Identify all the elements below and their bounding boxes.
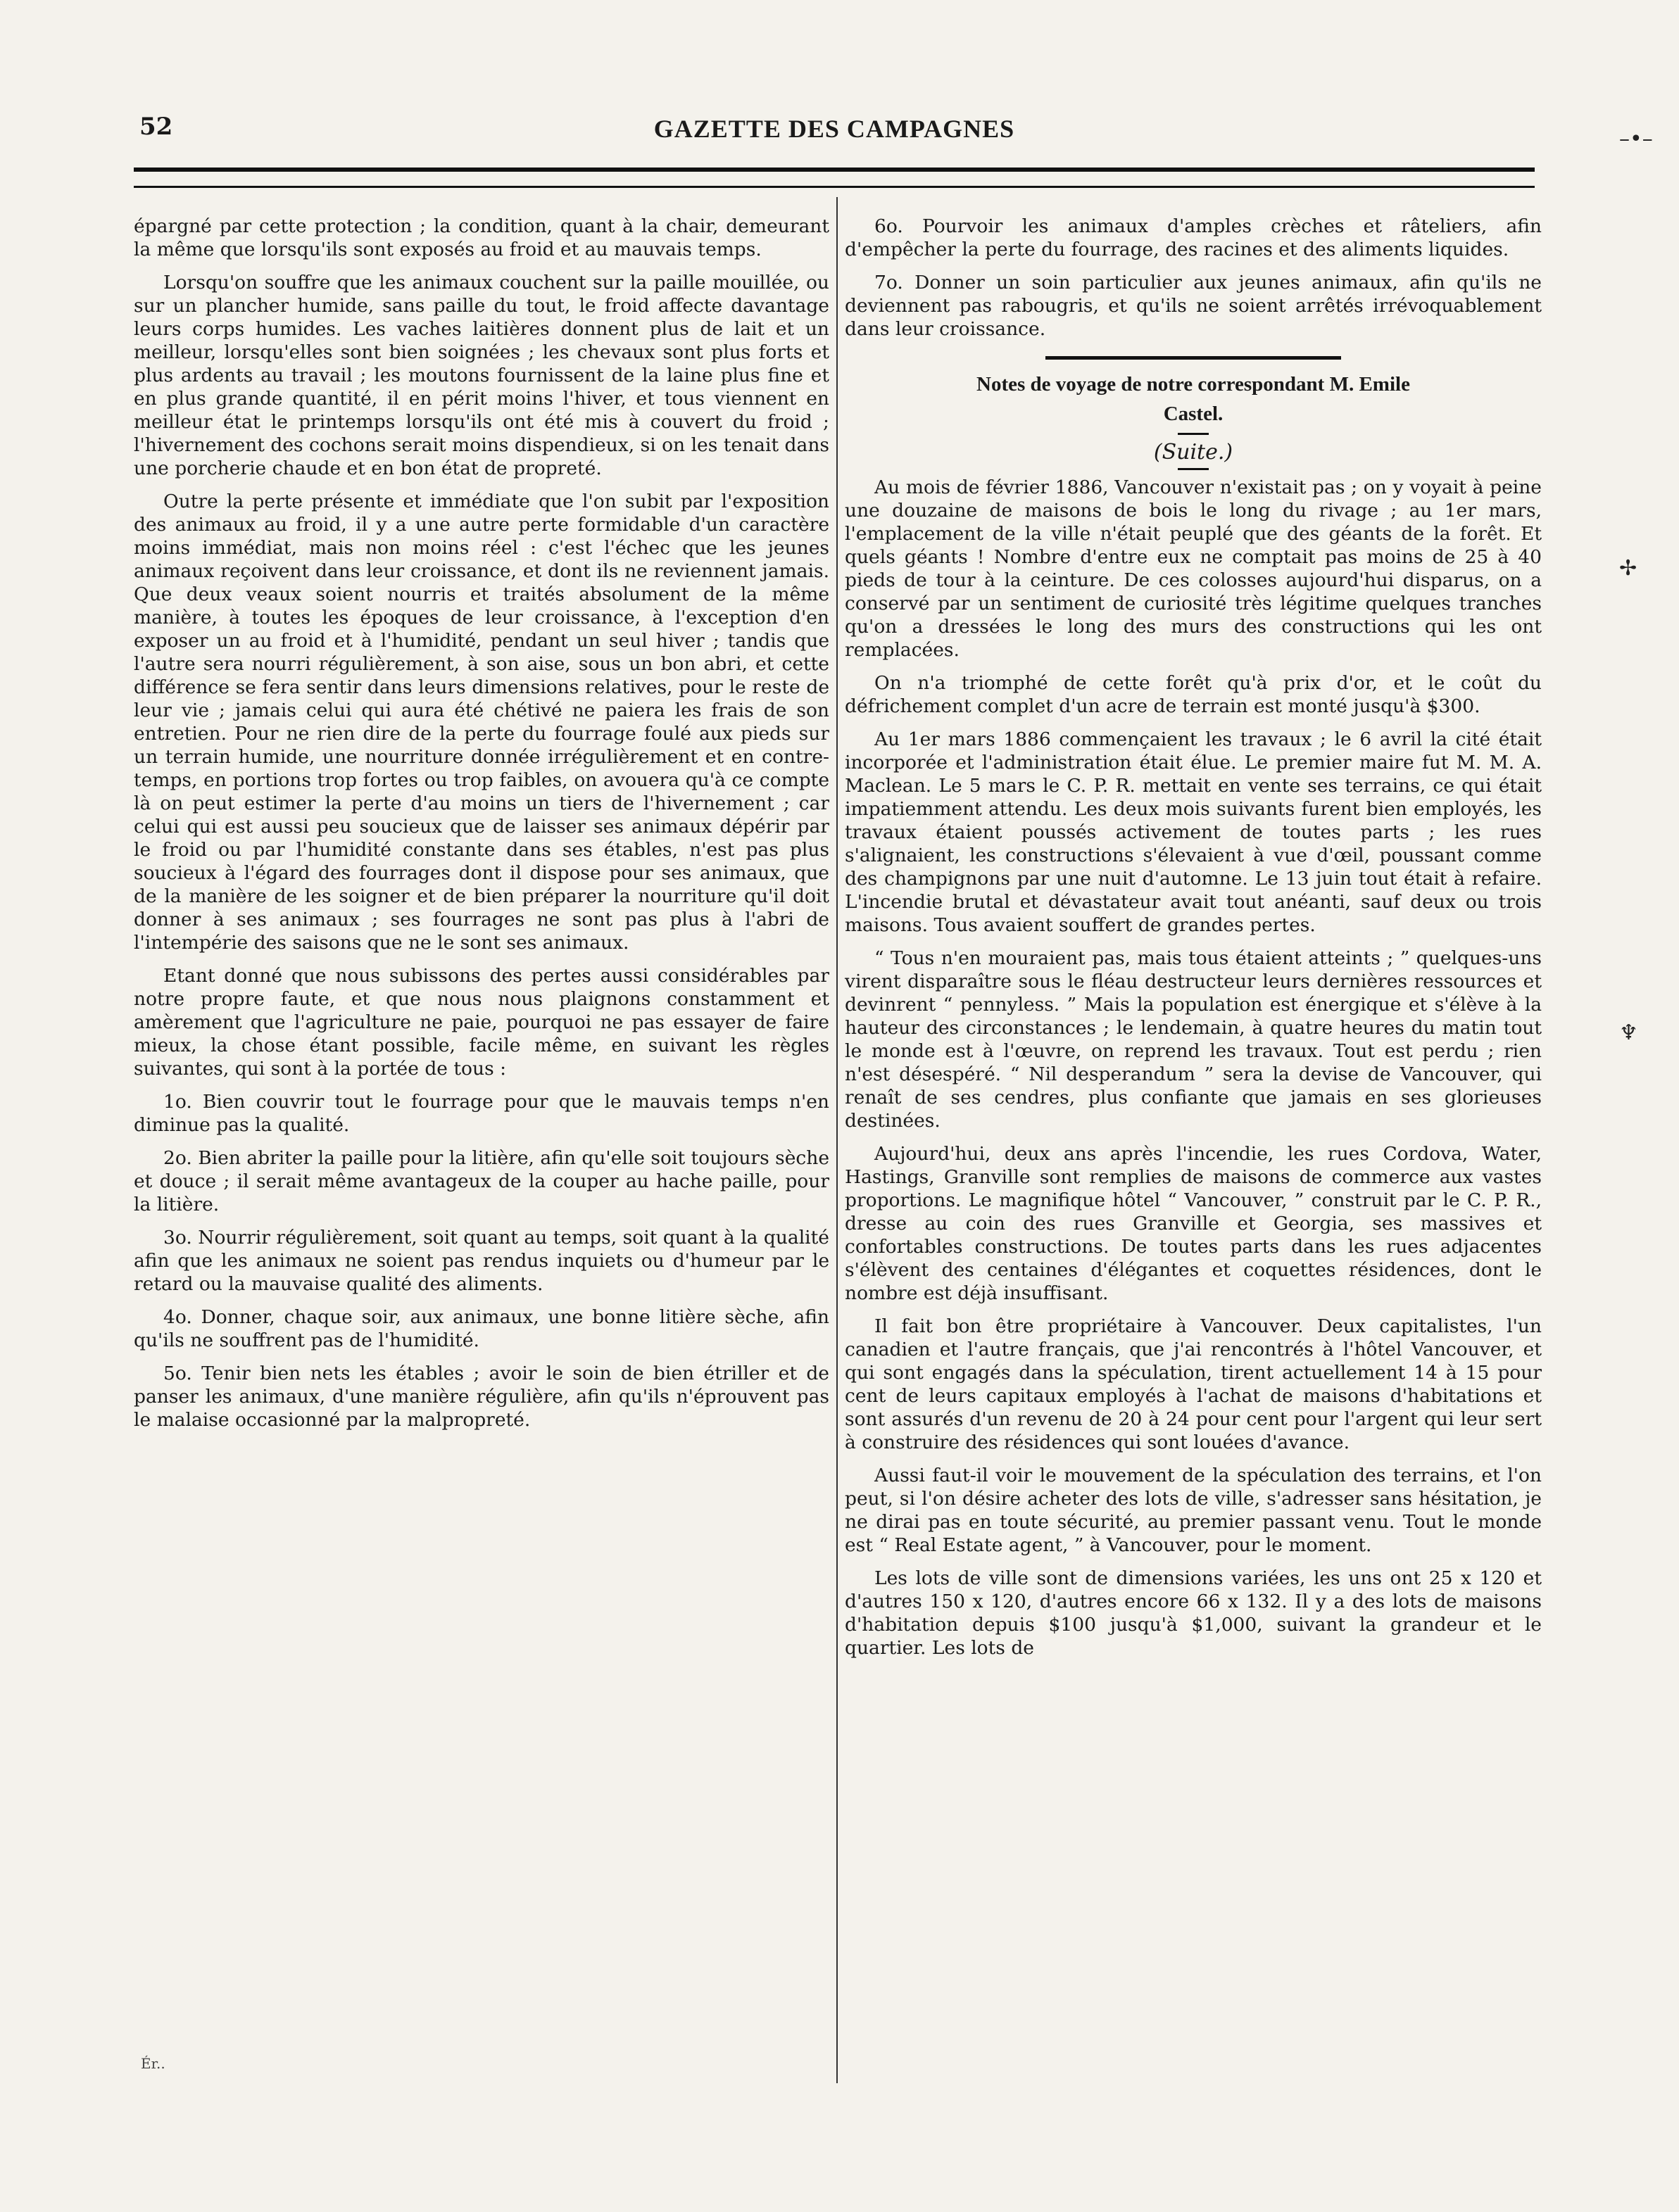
paragraph: Les lots de ville sont de dimensions variées, les uns ont 25 x 120 et d'autres 150 x 120, d'autres encore 66 x 132. Il y a des lots de maisons d'habitation depuis $100 jusqu'à $1,000, suivant la grandeur et le quartier. Les lots de (845, 1567, 1542, 1659)
margin-mark: ♆ (1619, 1020, 1638, 1045)
paragraph: Aujourd'hui, deux ans après l'incendie, les rues Cordova, Water, Hastings, Granville sont remplies de maisons de commerce aux vastes proportions. Le magnifique hôtel “ Vancouver, ” construit par le C. P. R., dresse au coin des rues Granville et Georgia, ses massives et confortables constructions. De toutes parts dans les rues adjacentes s'élèvent des centaines d'élégantes et coquettes résidences, dont le nombre est déjà insuffisant. (845, 1143, 1542, 1304)
paragraph: Outre la perte présente et immédiate que l'on subit par l'exposition des animaux au froid, il y a une autre perte formidable d'un caractère moins immédiat, mais non moins réel : c'est l'échec que les jeunes animaux reçoivent dans leur croissance, et dont ils ne reviennent jamais. Que deux veaux soient nourris et traités absolument de la même manière, à toutes les époques de leur croissance, à l'exception d'en exposer un au froid et à l'humidité, pendant un seul hiver ; tandis que l'autre sera nourri régulièrement, à son aise, sous un bon abri, et cette différence se fera sentir dans leurs dimensions relatives, pour le reste de leur vie ; jamais celui qui aura été chétivé ne paiera les frais de son entretien. Pour ne rien dire de la perte du fourrage foulé aux pieds sur un terrain humide, une nourriture donnée irrégulièrement et en contre-temps, en portions trop fortes ou trop faibles, on avouera qu'à ce compte là on peut estimer la perte d'au moins un tiers de l'hivernement ; car celui qui est aussi peu soucieux que de laisser ses animaux dépérir par le froid ou par l'humidité constante dans ses étables, n'est pas plus soucieux à l'égard des fourrages dont il dispose pour ses animaux, que de la manière de les soigner et de bien préparer la nourriture qu'il doit donner à ses animaux ; ses fourrages ne sont pas plus à l'abri de l'intempérie des saisons que ne le sont ses animaux. (134, 491, 829, 954)
running-title: GAZETTE DES CAMPAGNES (653, 115, 1015, 143)
header-rule (134, 168, 1535, 188)
page-header (134, 106, 1535, 148)
paragraph: Au 1er mars 1886 commençaient les travaux ; le 6 avril la cité était incorporée et l'administration était élue. Le premier maire fut M. M. A. Maclean. Le 5 mars le C. P. R. mettait en vente ses terrains, ce qui était impatiemment attendu. Les deux mois suivants furent bien employés, les travaux étaient poussés activement de toutes parts ; les rues s'alignaient, les constructions s'élevaient à vue d'œil, poussant comme des champignons par une nuit d'automne. Le 13 juin tout était à refaire. L'incendie brutal et dévastateur avait tout anéanti, sauf deux ou trois maisons. Tous avaient souffert de grandes pertes. (845, 728, 1542, 936)
paragraph: “ Tous n'en mouraient pas, mais tous étaient atteints ; ” quelques-uns virent disparaître sous le fléau destructeur leurs dernières ressources et devinrent “ pennyless. ” Mais la population est énergique et s'élève à la hauteur des circonstances ; le lendemain, à quatre heures du matin tout le monde est à l'œuvre, on reprend les travaux. Tout est perdu ; rien n'est désespéré. “ Nil desperandum ” sera la devise de Vancouver, qui renaît de ses cendres, plus confiante que jamais en ses glorieuses destinées. (845, 947, 1542, 1132)
paragraph: Aussi faut-il voir le mouvement de la spéculation des terrains, et l'on peut, si l'on désire acheter des lots de ville, s'adresser sans hésitation, je ne dirai pas en toute sécurité, au premier passant venu. Tout le monde est “ Real Estate agent, ” à Vancouver, pour le moment. (845, 1465, 1542, 1556)
right-column (845, 215, 1542, 1669)
rule-item: 7o. Donner un soin particulier aux jeunes animaux, afin qu'ils ne deviennent pas rabougris, et qu'ils ne soient arrêtés irrévoquablement dans leur croissance. (845, 272, 1542, 340)
paragraph: épargné par cette protection ; la condition, quant à la chair, demeurant la même que lorsqu'ils sont exposés au froid et au mauvais temps. (134, 215, 829, 260)
column-divider (836, 197, 838, 2083)
article-subtitle: (Suite.) (1153, 440, 1233, 464)
subtitle-rule (1178, 468, 1209, 470)
rule-item: 5o. Tenir bien nets les étables ; avoir le soin de bien étriller et de panser les animaux, d'une manière régulière, afin qu'ils n'éprouvent pas le malaise occasionné par la malpropreté. (134, 1363, 829, 1431)
article-title-line: Castel. (1163, 403, 1224, 425)
footer-mark: Ér.. (141, 2055, 165, 2072)
margin-mark: ✢ (1619, 556, 1637, 581)
title-rule (1178, 433, 1209, 435)
rule-item: 6o. Pourvoir les animaux d'amples crèches et râteliers, afin d'empêcher la perte du fourrage, des racines et des aliments liquides. (845, 215, 1542, 260)
article-title (845, 369, 1542, 429)
margin-mark: –•– (1619, 127, 1653, 151)
left-column (134, 215, 829, 1441)
page-number: 52 (139, 113, 173, 141)
paragraph: Il fait bon être propriétaire à Vancouver. Deux capitalistes, l'un canadien et l'autre français, que j'ai rencontrés à l'hôtel Vancouver, et qui sont engagés dans la spéculation, tirent actuellement 14 à 15 pour cent de leurs capitaux employés à l'achat de maisons d'habitations et sont assurés d'un revenu de 20 à 24 pour cent pour l'argent qui leur sert à construire des résidences qui sont louées d'avance. (845, 1315, 1542, 1453)
paragraph: Etant donné que nous subissons des pertes aussi considérables par notre propre faute, et que nous nous plaignons constamment et amèrement que l'agriculture ne paie, pourquoi ne pas essayer de faire mieux, la chose étant possible, facile même, en suivant les règles suivantes, qui sont à la portée de tous : (134, 965, 829, 1080)
rule-item: 2o. Bien abriter la paille pour la litière, afin qu'elle soit toujours sèche et douce ; il serait même avantageux de la couper au hache paille, pour la litière. (134, 1147, 829, 1215)
paragraph: On n'a triomphé de cette forêt qu'à prix d'or, et le coût du défrichement complet d'un acre de terrain est monté jusqu'à $300. (845, 672, 1542, 717)
rule-item: 3o. Nourrir régulièrement, soit quant au temps, soit quant à la qualité afin que les animaux ne soient pas rendus inquiets ou d'humeur par le retard ou la mauvaise qualité des aliments. (134, 1227, 829, 1295)
rule-item: 1o. Bien couvrir tout le fourrage pour que le mauvais temps n'en diminue pas la qualité. (134, 1091, 829, 1136)
paragraph: Lorsqu'on souffre que les animaux couchent sur la paille mouillée, ou sur un plancher humide, sans paille du tout, le froid affecte davantage leurs corps humides. Les vaches laitières donnent plus de lait et un meilleur, lorsqu'elles sont bien soignées ; les chevaux sont plus forts et plus ardents au travail ; les moutons fournissent de la laine plus fine et en plus grande quantité, il en périt moins l'hiver, et tous viennent en meilleur état le printemps lorsqu'ils ont été mis à couvert du froid ; l'hivernement des cochons serait moins dispendieux, si on les tenait dans une porcherie chaude et en bon état de propreté. (134, 272, 829, 479)
rule-item: 4o. Donner, chaque soir, aux animaux, une bonne litière sèche, afin qu'ils ne souffrent pas de l'humidité. (134, 1306, 829, 1351)
section-separator (1045, 356, 1341, 360)
article-title-line: Notes de voyage de notre correspondant M. Emile (976, 373, 1410, 396)
paragraph: Au mois de février 1886, Vancouver n'existait pas ; on y voyait à peine une douzaine de maisons de bois le long du rivage ; au 1er mars, l'emplacement de la ville n'était peuplé que des géants de la forêt. Et quels géants ! Nombre d'entre eux ne comptait pas moins de 25 à 40 pieds de tour à la ceinture. De ces colosses aujourd'hui disparus, on a conservé par un sentiment de curiosité très légitime quelques tranches qu'on a dressées le long des murs des constructions qui les ont remplacées. (845, 476, 1542, 661)
